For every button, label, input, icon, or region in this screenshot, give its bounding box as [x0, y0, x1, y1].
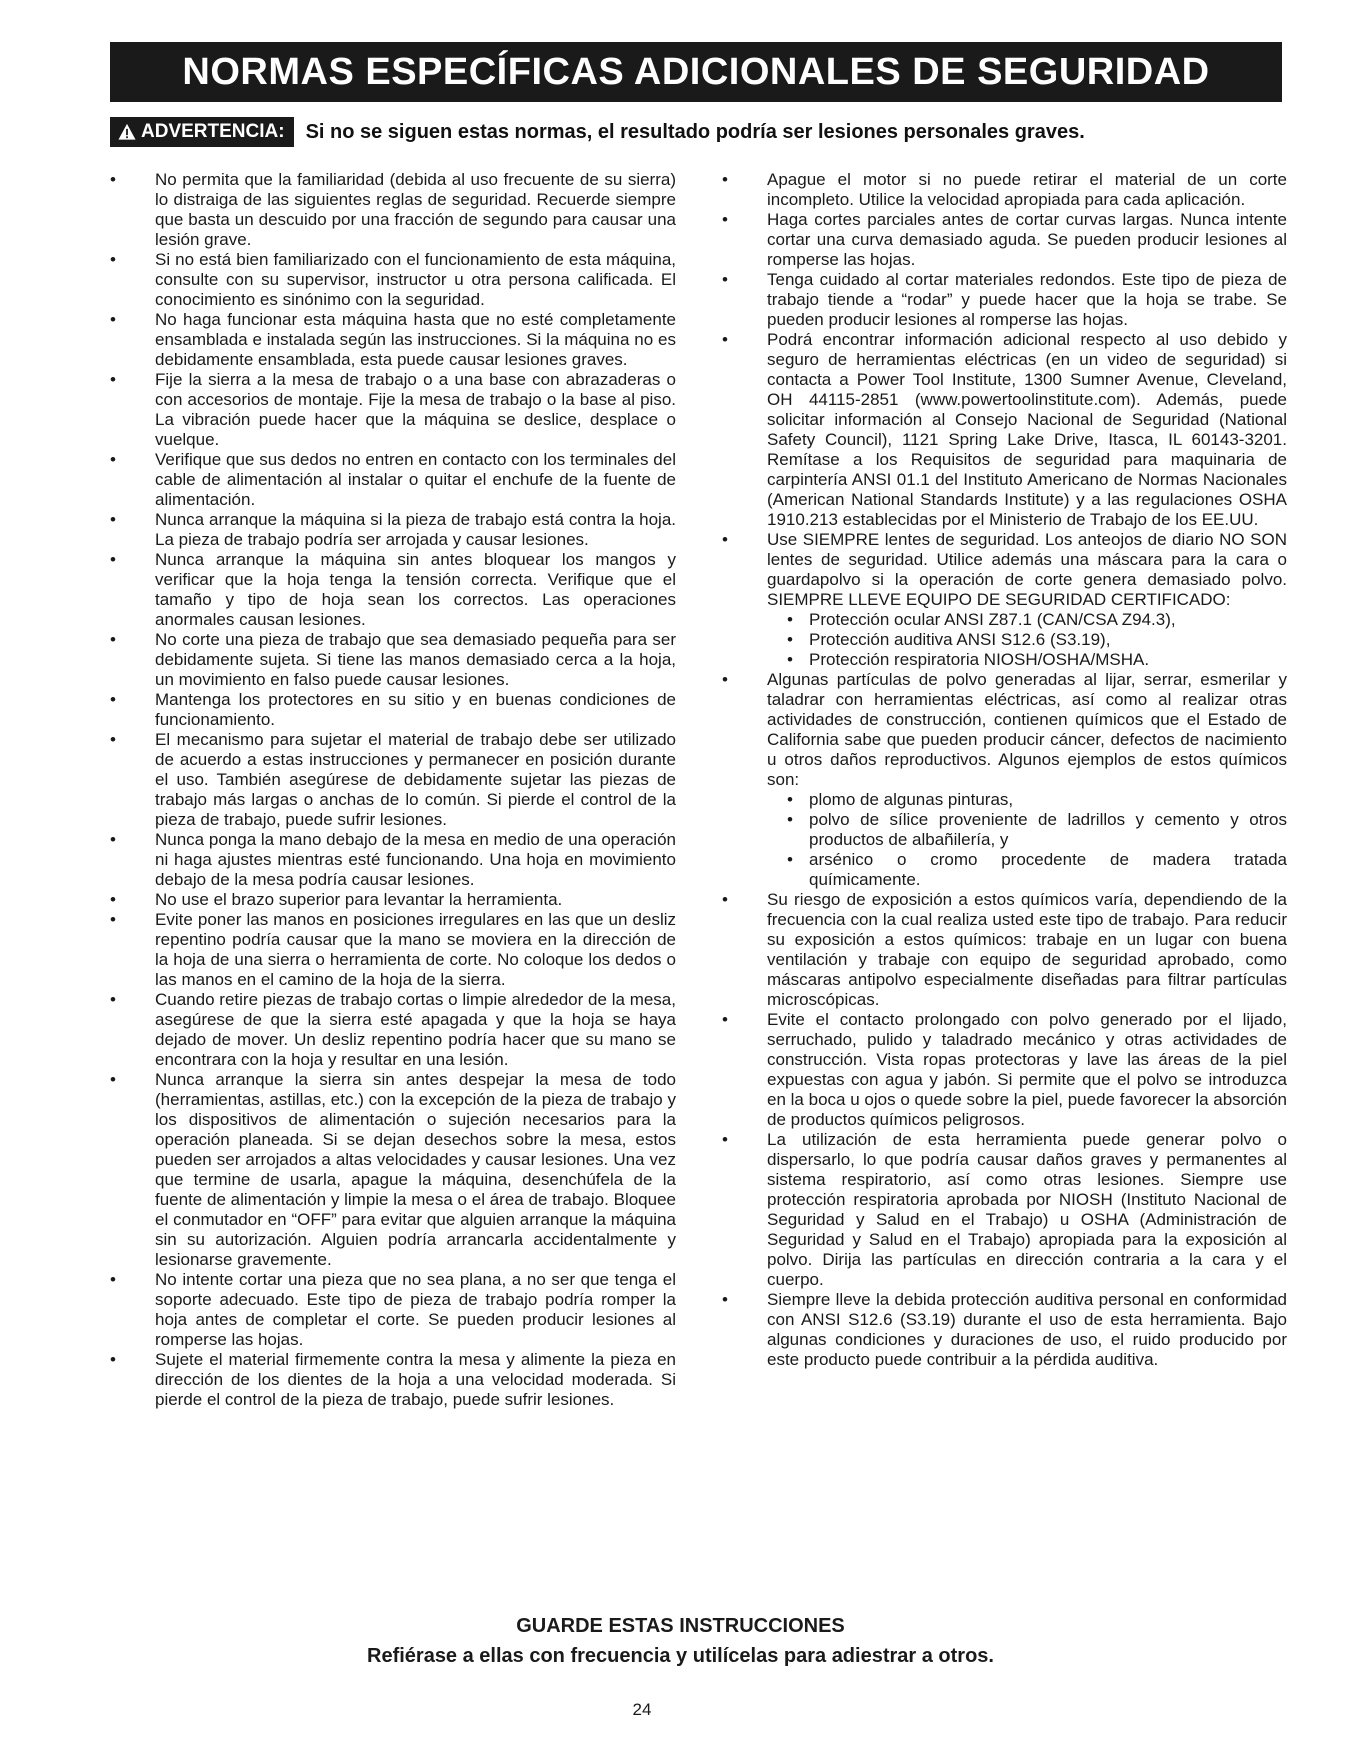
list-item: • Verifique que sus dedos no entren en contacto con los terminales del cable de alimentación al instalar o quitar el enchufe de la fuente de alimentación.	[110, 450, 676, 510]
left-rules-list	[110, 170, 676, 1410]
list-item: • No haga funcionar esta máquina hasta que no esté completamente ensamblada e instalada según las instrucciones. Si la máquina no es debidamente ensamblada, esta puede causar lesiones graves.	[110, 310, 676, 370]
list-item: • Si no está bien familiarizado con el funcionamiento de esta máquina, consulte con su supervisor, instructor u otra persona calificada. El conocimiento es sinónimo con la seguridad.	[110, 250, 676, 310]
footer-heading: GUARDE ESTAS INSTRUCCIONES	[516, 1615, 845, 1637]
warning-row	[110, 116, 1282, 148]
list-item: • Cuando retire piezas de trabajo cortas o limpie alrededor de la mesa, asegúrese de que la sierra esté apagada y que la hoja se haya dejado de mover. Un desliz repentino podría hacer que su mano se encontrara con la hoja y resultar en una lesión.	[110, 990, 676, 1070]
list-item: • Evite poner las manos en posiciones irregulares en las que un desliz repentino podría causar que la mano se moviera en la dirección de la hoja de una sierra o herramienta de corte. No coloque los dedos o las manos en el camino de la hoja de la sierra.	[110, 910, 676, 990]
list-item: • El mecanismo para sujetar el material de trabajo debe ser utilizado de acuerdo a estas instrucciones y permanecer en posición durante el uso. También asegúrese de debidamente sujetar las piezas de trabajo más largas o anchas de lo común. Si pierde el control de la pieza de trabajo, puede sufrir lesiones.	[110, 730, 676, 830]
warning-badge-label: ADVERTENCIA:	[141, 121, 285, 142]
list-item: • Nunca ponga la mano debajo de la mesa en medio de una operación ni haga ajustes mientras esté funcionando. Una hoja en movimiento debajo de la mesa podría causar lesiones.	[110, 830, 676, 890]
list-item: • Su riesgo de exposición a estos químicos varía, dependiendo de la frecuencia con la cual realiza usted este tipo de trabajo. Para reducir su exposición a estos químicos: trabaje en un lugar con buena ventilación y trabaje con equipo de seguridad aprobado, como máscaras antipolvo especialmente diseñadas para filtrar partículas microscópicas.	[722, 890, 1287, 1010]
page-title: NORMAS ESPECÍFICAS ADICIONALES DE SEGURIDAD	[182, 50, 1210, 93]
list-item: • No intente cortar una pieza que no sea plana, a no ser que tenga el soporte adecuado. Este tipo de pieza de trabajo podría romper la hoja antes de completar el corte. Se pueden producir lesiones al romperse las hojas.	[110, 1270, 676, 1350]
list-item: • Nunca arranque la sierra sin antes despejar la mesa de todo (herramientas, astillas, etc.) con la excepción de la pieza de trabajo y los dispositivos de alimentación o sujeción necesarios para la operación planeada. Si se dejan desechos sobre la mesa, estos pueden ser arrojados a altas velocidades y causar lesiones. Una vez que termine de usarla, apague la máquina, desenchúfela de la fuente de alimentación y limpie la mesa o el área de trabajo. Bloquee el conmutador en “OFF” para evitar que alguien arranque la máquina sin su autorización. Alguien podría arrancarla accidentalmente y lesionarse gravemente.	[110, 1070, 676, 1270]
ppe-sublist	[767, 610, 1287, 670]
list-item: • Podrá encontrar información adicional respecto al uso debido y seguro de herramientas eléctricas (en un video de seguridad) si contacta a Power Tool Institute, 1300 Sumner Avenue, Cleveland, OH 44115-2851 (www.powertoolinstitute.com). Además, puede solicitar información al Consejo Nacional de Seguridad (National Safety Council), 1121 Spring Lake Drive, Itasca, IL 60143-3201. Remítase a los Requisitos de seguridad para maquinaria de carpintería ANSI 01.1 del Instituto Americano de Normas Nacionales (American National Standards Institute) y a las regulaciones OSHA 1910.213 establecidas por el Ministerio de Trabajo de los EE.UU.	[722, 330, 1287, 530]
list-item: • Apague el motor si no puede retirar el material de un corte incompleto. Utilice la velocidad apropiada para cada aplicación.	[722, 170, 1287, 210]
ppe-text: Use SIEMPRE lentes de seguridad. Los anteojos de diario NO SON lentes de seguridad. Utilice además una máscara para la cara o guardapolvo si la operación de corte genera demasiado polvo. SIEMPRE LLEVE EQUIPO DE SEGURIDAD CERTIFICADO:	[767, 530, 1287, 609]
list-item: • No permita que la familiaridad (debida al uso frecuente de su sierra) lo distraiga de las siguientes reglas de seguridad. Recuerde siempre que basta un descuido por una fracción de segundo para causar una lesión grave.	[110, 170, 676, 250]
sub-list-item: • Protección ocular ANSI Z87.1 (CAN/CSA Z94.3),	[767, 610, 1287, 630]
list-item-chemicals	[722, 670, 1287, 890]
left-column	[110, 170, 676, 1410]
list-item: • Tenga cuidado al cortar materiales redondos. Este tipo de pieza de trabajo tiende a “rodar” y puede hacer que la hoja se trabe. Se pueden producir lesiones al romperse las hojas.	[722, 270, 1287, 330]
list-item: • Haga cortes parciales antes de cortar curvas largas. Nunca intente cortar una curva demasiado aguda. Se pueden producir lesiones al romperse las hojas.	[722, 210, 1287, 270]
right-column	[722, 170, 1287, 1370]
list-item: • La utilización de esta herramienta puede generar polvo o dispersarlo, lo que podría causar daños graves y permanentes al sistema respiratorio, así como otras lesiones. Siempre use protección respiratoria aprobada por NIOSH (Instituto Nacional de Seguridad y Salud en el Trabajo) u OSHA (Administración de Seguridad y Salud en el Trabajo) apropiada para la exposición al polvo. Dirija las partículas en dirección contraria a la cara y el cuerpo.	[722, 1130, 1287, 1290]
sub-list-item: • arsénico o cromo procedente de madera tratada químicamente.	[767, 850, 1287, 890]
sub-list-item: • plomo de algunas pinturas,	[767, 790, 1287, 810]
warning-triangle-icon	[118, 123, 136, 141]
list-item: • No corte una pieza de trabajo que sea demasiado pequeña para ser debidamente sujeta. Si tiene las manos demasiado cerca a la hoja, un movimiento en falso puede causar lesiones.	[110, 630, 676, 690]
right-rules-list	[722, 170, 1287, 1370]
list-item: • No use el brazo superior para levantar la herramienta.	[110, 890, 676, 910]
chemicals-sublist	[767, 790, 1287, 890]
list-item: • Mantenga los protectores en su sitio y en buenas condiciones de funcionamiento.	[110, 690, 676, 730]
list-item-ppe	[722, 530, 1287, 670]
warning-text: Si no se siguen estas normas, el resultado podría ser lesiones personales graves.	[305, 120, 1085, 143]
list-item: • Fije la sierra a la mesa de trabajo o a una base con abrazaderas o con accesorios de montaje. Fije la mesa de trabajo o la base al piso. La vibración puede hacer que la máquina se deslice, desplace o vuelque.	[110, 370, 676, 450]
warning-badge	[110, 117, 294, 147]
list-item: • Siempre lleve la debida protección auditiva personal en conformidad con ANSI S12.6 (S3.19) durante el uso de esta herramienta. Bajo algunas condiciones y duraciones de uso, el ruido producido por este producto puede contribuir a la pérdida auditiva.	[722, 1290, 1287, 1370]
footer-subheading: Refiérase a ellas con frecuencia y utilícelas para adiestrar a otros.	[367, 1645, 994, 1667]
page-title-bar	[110, 42, 1282, 102]
sub-list-item: • Protección auditiva ANSI S12.6 (S3.19),	[767, 630, 1287, 650]
page-number: 24	[632, 1700, 652, 1719]
list-item: • Nunca arranque la máquina sin antes bloquear los mangos y verificar que la hoja tenga la tensión correcta. Verifique que el tamaño y tipo de hoja sean los correctos. Las operaciones anormales causan lesiones.	[110, 550, 676, 630]
list-item: • Sujete el material firmemente contra la mesa y alimente la pieza en dirección de los dientes de la hoja a una velocidad moderada. Si pierde el control de la pieza de trabajo, puede sufrir lesiones.	[110, 1350, 676, 1410]
chemicals-text: Algunas partículas de polvo generadas al lijar, serrar, esmerilar y taladrar con herramientas eléctricas, así como al realizar otras actividades de construcción, contienen químicos que el Estado de California sabe que pueden producir cáncer, defectos de nacimiento u otros daños reproductivos. Algunos ejemplos de estos químicos son:	[767, 670, 1287, 789]
sub-list-item: • polvo de sílice proveniente de ladrillos y cemento y otros productos de albañilería, y	[767, 810, 1287, 850]
sub-list-item: • Protección respiratoria NIOSH/OSHA/MSHA.	[767, 650, 1287, 670]
list-item: • Evite el contacto prolongado con polvo generado por el lijado, serruchado, pulido y taladrado mecánico y otras actividades de construcción. Vista ropas protectoras y lave las áreas de la piel expuestas con agua y jabón. Si permite que el polvo se introduzca en la boca u ojos o quede sobre la piel, puede favorecer la absorción de productos químicos peligrosos.	[722, 1010, 1287, 1130]
list-item: • Nunca arranque la máquina si la pieza de trabajo está contra la hoja. La pieza de trabajo podría ser arrojada y causar lesiones.	[110, 510, 676, 550]
